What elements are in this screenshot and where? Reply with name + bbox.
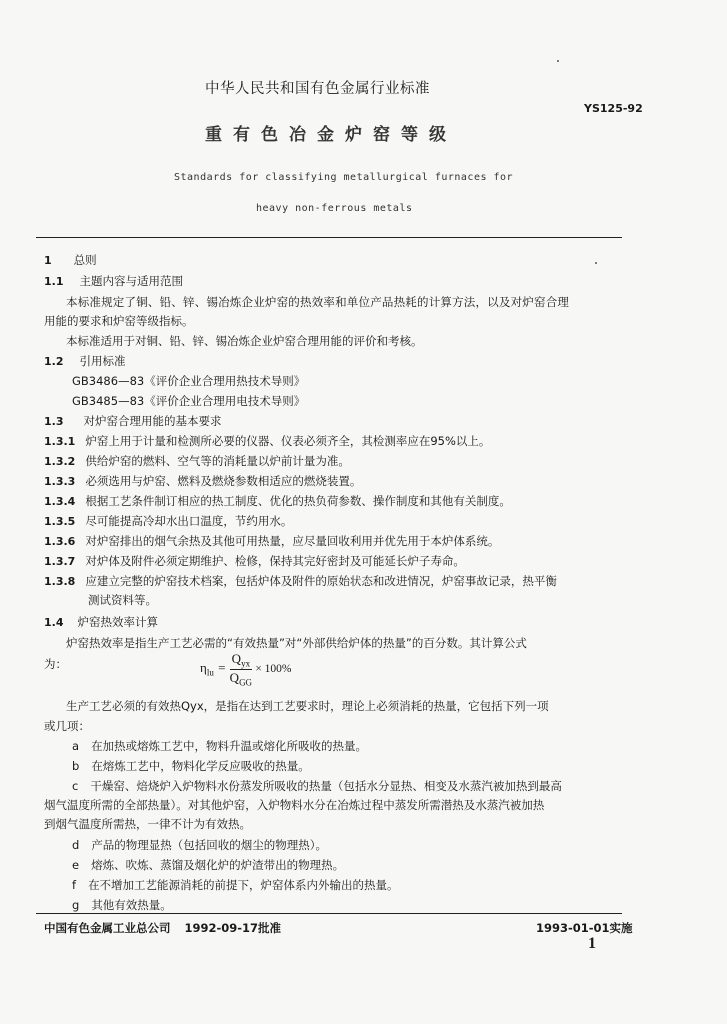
list-item: 1.3.2 供给炉窑的燃料、空气等的消耗量以炉前计量为准。 bbox=[44, 454, 350, 468]
list-item: a 在加热或熔炼工艺中，物料升温或熔化所吸收的热量。 bbox=[72, 739, 368, 753]
list-item: 1.3.6 对炉窑排出的烟气余热及其他可用热量，应尽量回收利用并优先用于本炉体系统。 bbox=[44, 534, 500, 548]
paragraph-scope-line1: 本标准规定了铜、铅、锌、锡冶炼企业炉窑的热效率和单位产品热耗的计算方法，以及对炉窑合理 bbox=[66, 295, 570, 309]
list-item: g 其他有效热量。 bbox=[72, 898, 172, 912]
list-item: c 干燥窑、焙烧炉入炉物料水份蒸发所吸收的热量（包括水分显热、相变及水蒸汽被加热到最高 bbox=[72, 779, 562, 793]
scan-speck bbox=[595, 262, 597, 264]
list-item: 1.3.4 根据工艺条件制订相应的热工制度、优化的热负荷参数、操作制度和其他有关制度。 bbox=[44, 494, 511, 508]
scan-speck bbox=[557, 60, 559, 62]
paragraph-scope-line2: 用能的要求和炉窑等级指标。 bbox=[44, 314, 194, 328]
list-item-continuation: 到烟气温度所需热，一律不计为有效热。 bbox=[44, 817, 251, 831]
section-1-4-heading: 1.4 炉窑热效率计算 bbox=[44, 615, 158, 629]
formula-lhs: η bbox=[200, 660, 207, 676]
paragraph-efficiency-line1: 炉窑热效率是指生产工艺必需的“有效热量”对“外部供给炉体的热量”的百分数。其计算公式 bbox=[66, 636, 527, 650]
english-title-line2: heavy non-ferrous metals bbox=[256, 203, 413, 214]
formula-lhs-subscript: lu bbox=[206, 667, 214, 678]
formula-numerator: Q bbox=[231, 651, 242, 666]
list-item: d 产品的物理显热（包括回收的烟尘的物理热）。 bbox=[72, 838, 328, 852]
list-item: 1.3.7 对炉体及附件必须定期维护、检修，保持其完好密封及可能延长炉子寿命。 bbox=[44, 554, 465, 568]
section-1-heading: 1 总则 bbox=[44, 253, 97, 267]
formula-fraction bbox=[230, 651, 252, 687]
list-item: 1.3.3 必须选用与炉窑、燃料及燃烧参数相适应的燃烧装置。 bbox=[44, 474, 362, 488]
header-rule bbox=[36, 237, 622, 238]
document-title: 重有色冶金炉窑等级 bbox=[205, 125, 457, 145]
page-number: 1 bbox=[588, 935, 596, 952]
list-item: 1.3.5 尽可能提高冷却水出口温度，节约用水。 bbox=[44, 514, 293, 528]
paragraph-useful-heat-line1: 生产工艺必须的有效热Qyx，是指在达到工艺要求时，理论上必须消耗的热量，它包括下列一项 bbox=[66, 699, 549, 713]
approval-date: 1992-09-17批准 bbox=[184, 921, 282, 935]
list-item: f 在不增加工艺能源消耗的前提下，炉窑体系内外输出的热量。 bbox=[72, 878, 399, 892]
reference-gb3486: GB3486—83《评价企业合理用热技术导则》 bbox=[72, 374, 306, 388]
english-title-line1: Standards for classifying metallurgical furnaces for bbox=[174, 172, 514, 183]
effective-date: 1993-01-01实施 bbox=[536, 921, 633, 935]
section-1-2-heading: 1.2 引用标准 bbox=[44, 354, 126, 368]
efficiency-formula: $\eta_{lu}$ = $\frac{Q_{yx}}{Q_{GG}}$ × 100% bbox=[200, 651, 292, 688]
section-1-3-heading: 1.3 对炉窑合理用能的基本要求 bbox=[44, 414, 222, 428]
reference-gb3485: GB3485—83《评价企业合理用电技术导则》 bbox=[72, 394, 306, 408]
paragraph-efficiency-line2: 为： bbox=[44, 657, 67, 671]
list-item: b 在熔炼工艺中，物料化学反应吸收的热量。 bbox=[72, 759, 310, 773]
list-item: 1.3.1 炉窑上用于计量和检测所必要的仪器、仪表必须齐全，其检测率应在95%以上。 bbox=[44, 434, 491, 448]
list-item-continuation: 测试资料等。 bbox=[88, 593, 157, 607]
list-item: e 熔炼、吹炼、蒸馏及烟化炉的炉渣带出的物理热。 bbox=[72, 858, 345, 872]
standard-code: YS125-92 bbox=[584, 102, 643, 115]
ministry-header: 中华人民共和国有色金属行业标准 bbox=[205, 81, 430, 97]
formula-numerator-subscript: yx bbox=[241, 658, 251, 669]
formula-multiplier: × 100% bbox=[255, 663, 292, 676]
list-item: 1.3.8 应建立完整的炉窑技术档案，包括炉体及附件的原始状态和改进情况，炉窑事故记录，热平衡 bbox=[44, 574, 557, 588]
formula-denominator: Q bbox=[229, 669, 240, 685]
footer-rule bbox=[36, 913, 622, 914]
paragraph-useful-heat-line2: 或几项： bbox=[44, 719, 90, 733]
section-1-1-heading: 1.1 主题内容与适用范围 bbox=[44, 274, 183, 288]
list-item-continuation: 烟气温度所需的全部热量）。对其他炉窑，入炉物料水分在冶炼过程中蒸发所需潜热及水蒸汽被加热 bbox=[44, 798, 545, 812]
footer-company: 中国有色金属工业总公司 1992-09-17批准 bbox=[44, 921, 282, 935]
formula-denominator-subscript: GG bbox=[239, 677, 253, 688]
paragraph-applicability: 本标准适用于对铜、铅、锌、锡冶炼企业炉窑合理用能的评价和考核。 bbox=[66, 334, 423, 348]
